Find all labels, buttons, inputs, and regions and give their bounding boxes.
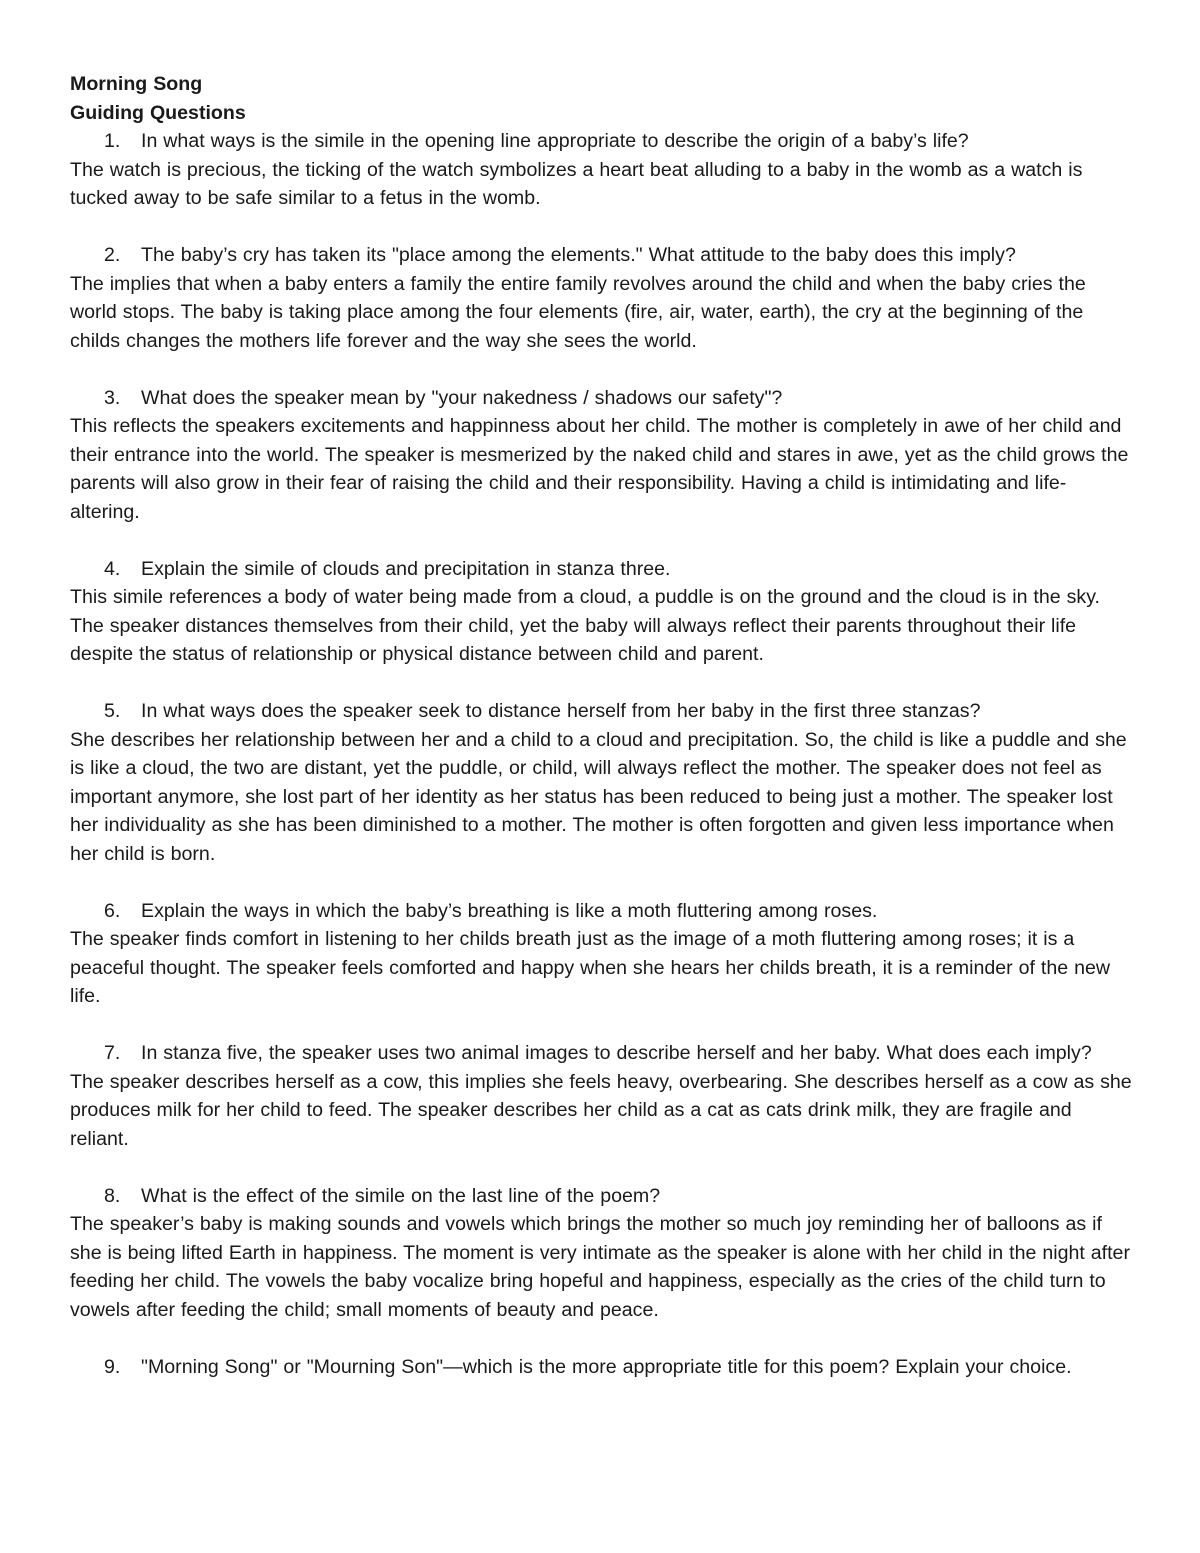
question-number: 3.	[104, 386, 121, 409]
paragraph-gap	[70, 213, 1132, 242]
question-text: The baby’s cry has taken its "place among the elements." What attitude to the baby does this imply?	[141, 244, 1016, 266]
question-text: Explain the ways in which the baby’s breathing is like a moth fluttering among roses.	[141, 899, 878, 922]
question-3	[70, 384, 1132, 413]
question-number: 9.	[104, 1355, 121, 1378]
answer-6: The speaker finds comfort in listening to her childs breath just as the image of a moth fluttering among roses; it is a peaceful thought. The speaker feels comforted and happy when she hears her childs breath, it is a reminder of the new life.	[70, 928, 1111, 1007]
question-8	[70, 1182, 1132, 1211]
question-text: What does the speaker mean by "your nakedness / shadows our safety"?	[141, 386, 783, 409]
question-text: In what ways is the simile in the opening line appropriate to describe the origin of a baby’s life?	[141, 130, 969, 152]
question-list	[70, 127, 1132, 1381]
question-number: 7.	[104, 1042, 121, 1064]
paragraph-gap	[70, 1153, 1132, 1182]
question-number: 4.	[104, 557, 121, 580]
question-number: 6.	[104, 899, 121, 922]
question-number: 1.	[104, 130, 121, 152]
question-number: 5.	[104, 700, 121, 722]
paragraph-gap	[70, 1324, 1132, 1353]
question-6	[70, 897, 1132, 926]
question-1	[70, 127, 1132, 156]
paragraph-gap	[70, 868, 1132, 897]
answer-7: The speaker describes herself as a cow, this implies she feels heavy, overbearing. She describes herself as a cow as she produces milk for her child to feed. The speaker describes her child as a cat as cats drink milk, they are fragile and reliant.	[70, 1070, 1132, 1150]
question-number: 2.	[104, 244, 121, 266]
paragraph-gap	[70, 526, 1132, 555]
answer-4: This simile references a body of water being made from a cloud, a puddle is on the ground and the cloud is in the sky. The speaker distances themselves from their child, yet the baby will always reflect their parents throughout their life despite the status of relationship or physical distance between child and parent.	[70, 586, 1100, 665]
answer-5: She describes her relationship between her and a child to a cloud and precipitation. So, the child is like a puddle and she is like a cloud, the two are distant, yet the puddle, or child, will always reflect the mother. The speaker does not feel as important anymore, she lost part of her identity as her status has been reduced to being just a mother. The speaker lost her individuality as she has been diminished to a mother. The mother is often forgotten and given less importance when her child is born.	[70, 728, 1127, 865]
question-text: In stanza five, the speaker uses two animal images to describe herself and her baby. What does each imply?	[141, 1042, 1092, 1064]
question-9	[70, 1353, 1132, 1382]
question-7	[70, 1039, 1132, 1068]
paragraph-gap	[70, 355, 1132, 384]
paragraph-gap	[70, 1011, 1132, 1040]
answer-2: The implies that when a baby enters a family the entire family revolves around the child and when the baby cries the world stops. The baby is taking place among the four elements (fire, air, water, earth), the cry at the beginning of the childs changes the mothers life forever and the way she sees the world.	[70, 272, 1086, 352]
question-number: 8.	[104, 1184, 121, 1207]
document-subtitle: Guiding Questions	[70, 101, 246, 124]
question-5	[70, 697, 1132, 726]
question-4	[70, 555, 1132, 584]
document-title: Morning Song	[70, 73, 203, 95]
answer-8: The speaker’s baby is making sounds and vowels which brings the mother so much joy reminding her of balloons as if she is being lifted Earth in happiness. The moment is very intimate as the speaker is alone with her child in the night after feeding her child. The vowels the baby vocalize bring hopeful and happiness, especially as the cries of the child turn to vowels after feeding the child; small moments of beauty and peace.	[70, 1213, 1130, 1321]
paragraph-gap	[70, 669, 1132, 698]
answer-3: This reflects the speakers excitements and happinness about her child. The mother is completely in awe of her child and their entrance into the world. The speaker is mesmerized by the naked child and stares in awe, yet as the child grows the parents will also grow in their fear of raising the child and their responsibility. Having a child is intimidating and life-altering.	[70, 415, 1129, 523]
question-text: Explain the simile of clouds and precipitation in stanza three.	[141, 557, 671, 580]
question-text: What is the effect of the simile on the last line of the poem?	[141, 1184, 661, 1207]
question-2	[70, 241, 1132, 270]
question-text: In what ways does the speaker seek to distance herself from her baby in the first three stanzas?	[141, 700, 981, 722]
answer-1: The watch is precious, the ticking of the watch symbolizes a heart beat alluding to a baby in the womb as a watch is tucked away to be safe similar to a fetus in the womb.	[70, 158, 1083, 209]
document-page	[70, 70, 1132, 1381]
question-text: "Morning Song" or "Mourning Son"—which is the more appropriate title for this poem? Explain your choice.	[141, 1355, 1072, 1378]
